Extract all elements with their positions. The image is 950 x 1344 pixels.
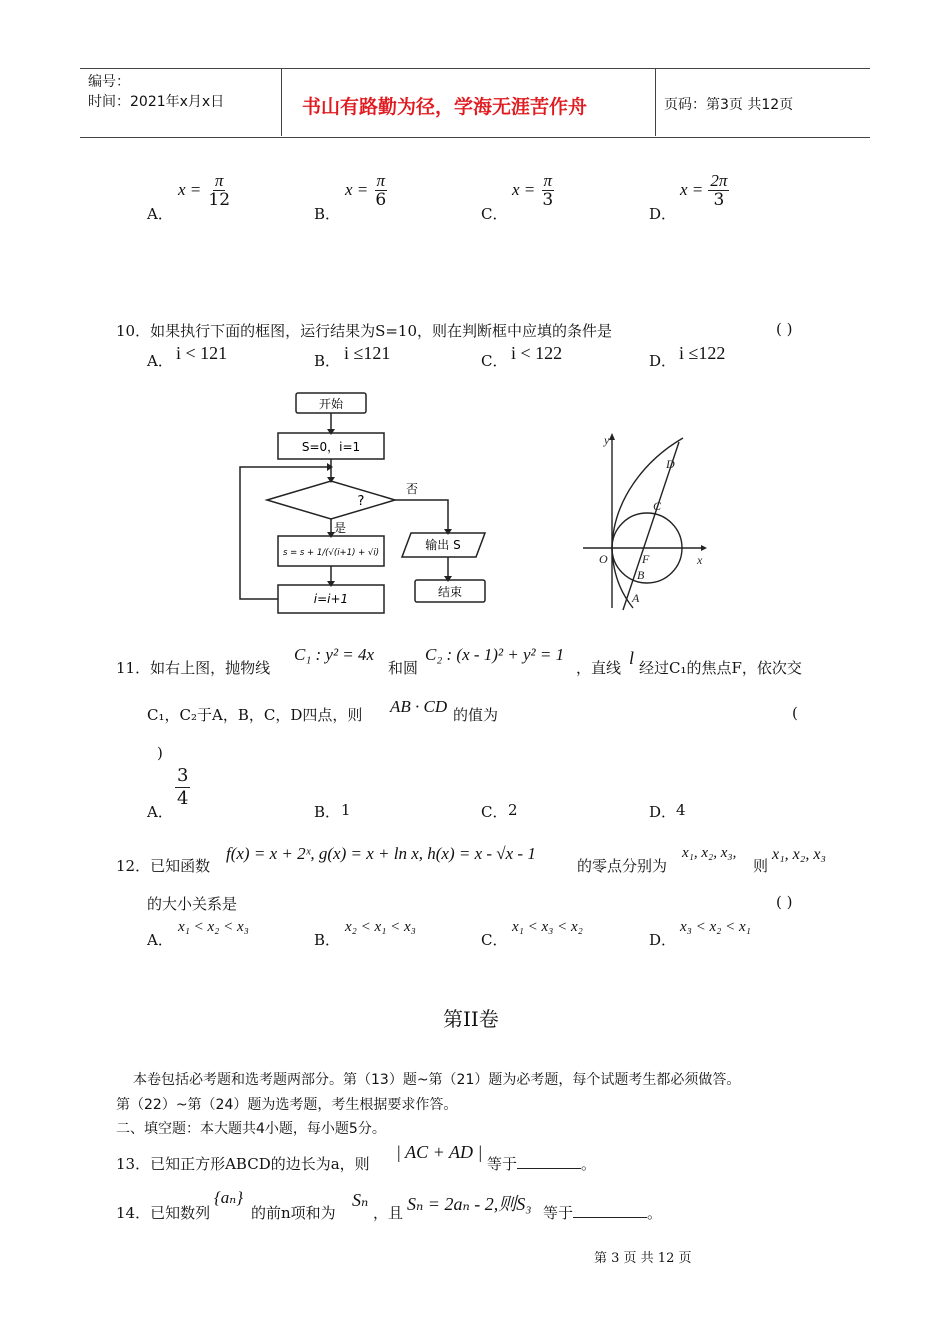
graph-point-b-label: B	[637, 568, 645, 582]
flow-decision-diamond	[267, 481, 395, 519]
q12-option-a-letter: A．	[147, 931, 173, 949]
q11-intro: 11．如右上图，抛物线	[116, 659, 271, 677]
flow-no-line	[395, 500, 448, 533]
q9-option-b-letter: B．	[314, 205, 341, 223]
q12-mid: 的零点分别为	[577, 857, 668, 875]
q11-product: AB · CD	[390, 697, 448, 716]
q10-paren: ( )	[776, 320, 793, 338]
q12-vars1: x₁, x₂, x₃,	[682, 845, 737, 861]
part2-intro-2: 第（22）~第（24）题为选考题，考生根据要求作答。	[116, 1097, 458, 1113]
q10-option-c-text: i < 122	[511, 343, 563, 363]
q11-option-b-letter: B．	[314, 803, 341, 821]
q11-option-c-letter: C．	[481, 803, 508, 821]
q10-option-d-letter: D．	[649, 352, 677, 370]
q11-rest: 经过C₁的焦点F，依次交	[639, 659, 802, 677]
q14-tail: 等于 。	[543, 1204, 663, 1222]
q9-option-c-math: x = $\frac{\pi}{3}$	[512, 171, 554, 210]
q11-line-l: l	[629, 648, 635, 668]
q9-option-d-math: x = $\frac{2\pi}{3}$	[680, 171, 728, 210]
q12-then: 则	[753, 857, 769, 875]
q11-option-a-frac: $\frac{3}{4}$	[177, 765, 189, 809]
header-divider-left	[281, 68, 282, 136]
graph-focus-label: F	[642, 552, 650, 566]
flow-yes-label: 是	[334, 521, 347, 535]
graph-x-label: x	[697, 553, 703, 567]
graph-y-label: y	[604, 433, 610, 447]
date-label: 时间：2021年x月x日	[88, 94, 225, 110]
q12-option-b-text: x₂ < x₁ < x₃	[345, 919, 416, 935]
part2-section: 二、填空题：本大题共4小题，每小题5分。	[116, 1121, 386, 1137]
q12-vars2: x₁, x₂, x₃	[772, 846, 826, 863]
motto: 书山有路勤为径，学海无涯苦作舟	[302, 96, 588, 118]
q14-comma: ，且	[373, 1204, 404, 1222]
q10-option-b-text: i ≤121	[344, 343, 391, 363]
q11-option-d-letter: D．	[649, 803, 677, 821]
q12-option-c-letter: C．	[481, 931, 508, 949]
flow-update-s-label: s = s + 1/(√(i+1) + √i)	[282, 548, 380, 558]
q14-answer-blank[interactable]	[573, 1203, 647, 1218]
part2-intro-1: 本卷包括必考题和选考题两部分。第（13）题~第（21）题为必考题，每个试题考生都必须做答。	[133, 1072, 741, 1088]
header-divider-right	[655, 68, 656, 136]
flowchart	[230, 385, 530, 630]
q11-option-a-letter: A．	[147, 803, 173, 821]
q13-expr: | AC + AD |	[396, 1142, 483, 1162]
q12-line2: 的大小关系是	[147, 895, 238, 913]
q12-option-c-text: x₁ < x₃ < x₂	[512, 919, 583, 935]
q11-paren-close: )	[157, 744, 163, 762]
q12-option-d-text: x₃ < x₂ < x₁	[680, 919, 751, 935]
graph-origin-label: O	[599, 552, 608, 566]
q10-option-a-text: i < 121	[176, 343, 228, 363]
q14-stem: 14．已知数列	[116, 1204, 211, 1222]
flow-loop-line	[240, 467, 331, 599]
q12-formula: f(x) = x + 2ˣ, g(x) = x + ln x, h(x) = x - √x - 1	[226, 844, 536, 863]
flow-end-label: 结束	[437, 585, 463, 599]
flow-update-i-label: i=i+1	[313, 592, 349, 606]
graph-point-a-label: A	[632, 591, 640, 605]
page-footer: 第 3 页 共 12 页	[594, 1251, 692, 1266]
q10-option-b-letter: B．	[314, 352, 341, 370]
graph-point-c-label: C	[653, 499, 662, 513]
q11-option-d-text: 4	[676, 801, 686, 819]
q13-tail: 等于 。	[487, 1155, 597, 1173]
q13-stem: 13．已知正方形ABCD的边长为a，则	[116, 1155, 370, 1173]
serial-label: 编号：	[88, 74, 130, 90]
q14-mid: 的前n项和为	[251, 1204, 336, 1222]
q12-option-b-letter: B．	[314, 931, 341, 949]
q11-c1-formula: C₁ : y² = 4x	[294, 645, 375, 664]
q9-option-a-math: x = $\frac{\pi}{12}$	[178, 171, 231, 210]
q14-sn: Sₙ	[352, 1190, 369, 1210]
graph-point-d-label: D	[666, 457, 675, 471]
q13-answer-blank[interactable]	[517, 1154, 581, 1169]
q9-option-a-letter: A．	[147, 205, 173, 223]
flow-start-label: 开始	[318, 397, 344, 411]
flow-no-label: 否	[406, 482, 419, 496]
flow-decision-label: ?	[357, 494, 365, 509]
page-label: 页码：第3页 共12页	[664, 97, 794, 113]
flow-init-label: S=0，i=1	[301, 440, 361, 454]
q9-option-d-letter: D．	[649, 205, 677, 223]
q11-paren-open: (	[792, 704, 798, 722]
q12-option-a-text: x₁ < x₂ < x₃	[178, 919, 249, 935]
q11-line2-b: 的值为	[453, 706, 499, 724]
q9-option-c-letter: C．	[481, 205, 508, 223]
q11-mid: 和圆	[388, 659, 419, 677]
flow-output-label: 输出 S	[425, 538, 461, 552]
part2-title: 第II卷	[443, 1007, 499, 1031]
q12-paren: ( )	[776, 893, 793, 911]
q11-option-b-text: 1	[341, 801, 351, 819]
q10-stem: 10．如果执行下面的框图，运行结果为S=10，则在判断框中应填的条件是	[116, 322, 613, 340]
q12-intro: 12．已知函数	[116, 857, 211, 875]
q14-seq: {aₙ}	[214, 1188, 243, 1207]
q10-option-d-text: i ≤122	[679, 343, 726, 363]
q14-cond: Sₙ = 2aₙ - 2,则S₃	[407, 1194, 532, 1214]
q11-line2-a: C₁，C₂于A，B，C，D四点，则	[147, 706, 363, 724]
q10-option-c-letter: C．	[481, 352, 508, 370]
q11-c2-formula: C₂ : (x - 1)² + y² = 1	[425, 645, 565, 664]
q11-after: ，直线	[576, 659, 622, 677]
q9-option-b-math: x = $\frac{\pi}{6}$	[345, 171, 387, 210]
q11-option-c-text: 2	[508, 801, 518, 819]
q10-option-a-letter: A．	[147, 352, 173, 370]
parabola-circle-graph	[575, 430, 715, 615]
q12-option-d-letter: D．	[649, 931, 677, 949]
